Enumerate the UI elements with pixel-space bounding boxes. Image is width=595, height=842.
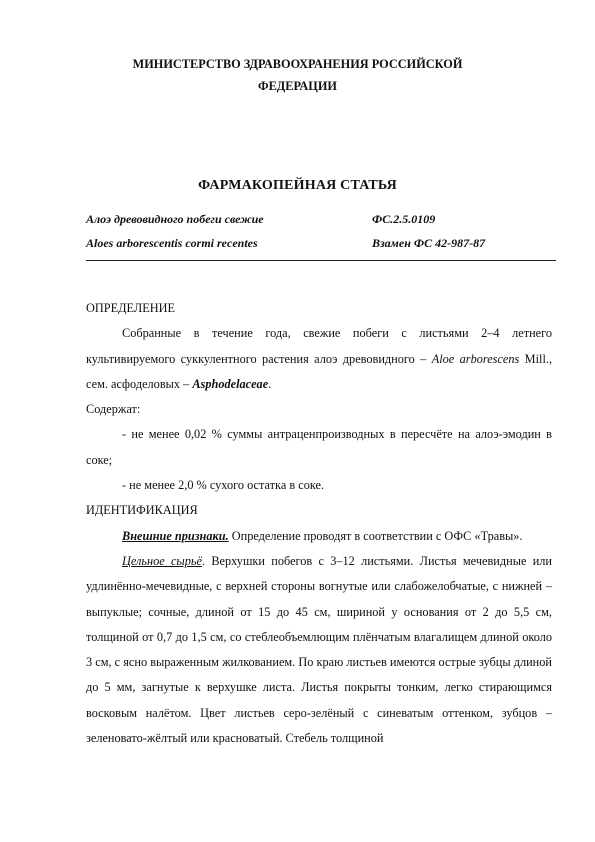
external-signs-label: Внешние признаки. [122, 528, 229, 543]
contains-item-2: - не менее 2,0 % сухого остатка в соке. [122, 478, 325, 493]
definition-heading: ОПРЕДЕЛЕНИЕ [86, 301, 175, 315]
definition-text: Собранные в течение года, свежие побеги с листьями 2–4 летнего культивируемого суккулентного растения алоэ древовидного – [86, 326, 552, 366]
family-latin: Asphodelaceae [192, 376, 269, 391]
article-title: ФАРМАКОПЕЙНАЯ СТАТЬЯ [198, 178, 397, 193]
meta-row-name [86, 212, 556, 232]
external-signs-paragraph [86, 524, 552, 549]
author-family: Mill., сем. асфоделовых – [86, 351, 553, 391]
species-name: Aloe arborescens [431, 351, 520, 366]
article-body [86, 296, 552, 751]
identification-heading: ИДЕНТИФИКАЦИЯ [86, 503, 198, 518]
external-signs-text: Определение проводят в соответствии с ОФС «Травы». [228, 528, 523, 543]
definition-paragraph [86, 321, 552, 397]
whole-raw-text: . Верхушки побегов с 3–12 листьями. Листья мечевидные или удлинённо-мечевидные, с верхней стороны вогнутые или слабожелобчатые, с нижней – выпуклые; сочные, длиной от 15 до 45 см, шириной у основания от 2 до 5,5 см, толщиной от 0,7 до 1,5 см, со стеблеобъемлющим плёнчатым влагалищем длиной около 3 см, с ясно выраженным жилкованием. По краю листьев имеются острые зубцы длиной до 5 мм, загнутые к верхушке листа. Листья покрыты тонким, легко стирающимся восковым налётом. Цвет листьев серо-зелёный с синеватым оттенком, зубцов – зеленовато-жёлтый или красноватый. Стебель толщиной [86, 553, 552, 746]
ministry-line-2: ФЕДЕРАЦИИ [258, 79, 337, 93]
header-divider [86, 260, 556, 261]
drug-name-ru: Алоэ древовидного побеги свежие [86, 212, 264, 226]
drug-name-latin: Aloes arborescentis cormi recentes [86, 236, 258, 250]
replaces-note: Взамен ФС 42-987-87 [372, 236, 486, 250]
definition-period: . [268, 376, 272, 391]
ministry-header [60, 53, 535, 97]
article-code: ФС.2.5.0109 [372, 212, 436, 226]
whole-raw-label: Цельное сырьё [122, 553, 202, 568]
meta-row-latin [86, 236, 556, 256]
ministry-line-1: МИНИСТЕРСТВО ЗДРАВООХРАНЕНИЯ РОССИЙСКОЙ [132, 57, 463, 71]
contains-label: Содержат: [86, 402, 141, 417]
whole-raw-paragraph [86, 549, 552, 751]
contains-item-1: - не менее 0,02 % суммы антраценпроизводных в пересчёте на алоэ-эмодин в соке; [86, 427, 552, 467]
